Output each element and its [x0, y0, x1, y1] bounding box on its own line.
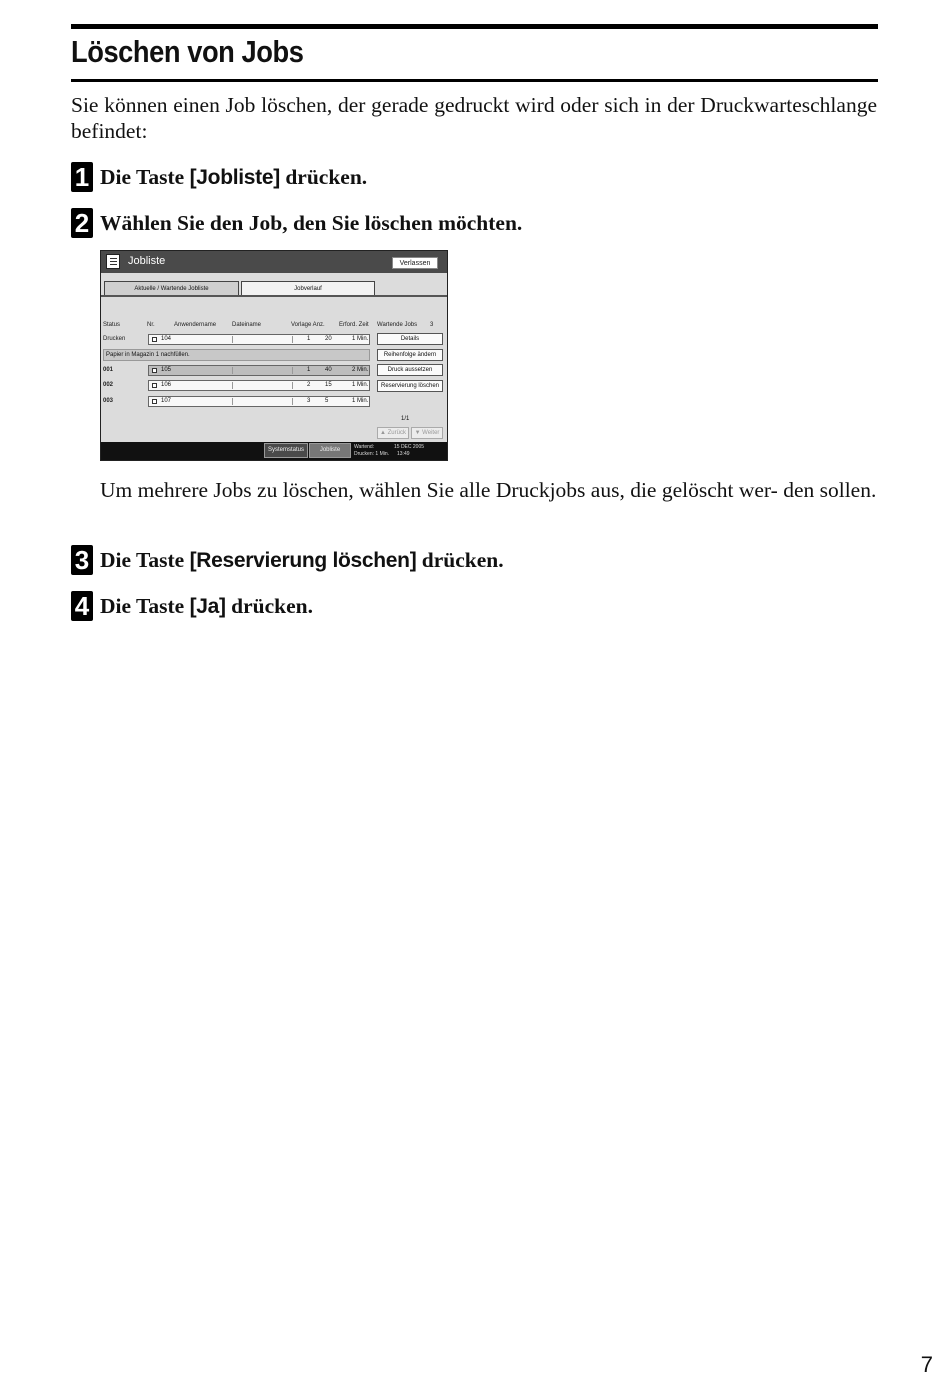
- col-nr: Nr.: [147, 322, 155, 328]
- job-time: 1 Min.: [352, 382, 369, 388]
- job-time: 2 Min.: [352, 367, 369, 373]
- job-pages: 20: [325, 336, 332, 342]
- intro-paragraph: Sie können einen Job löschen, der gerade gedruckt wird oder sich in der Druckwarteschlange befindet:: [71, 93, 877, 143]
- job-copies: 2: [307, 382, 311, 388]
- tab-current-jobs[interactable]: Aktuelle / Wartende Jobliste: [104, 281, 239, 295]
- job-copies: 3: [307, 398, 311, 404]
- job-pages: 15: [325, 382, 332, 388]
- tab-job-history[interactable]: Jobverlauf: [241, 281, 375, 295]
- job-pages: 5: [325, 398, 329, 404]
- system-status-button[interactable]: Systemstatus: [264, 443, 308, 458]
- footer-info-waiting: Wartend:: [354, 444, 375, 450]
- cell-divider: [292, 398, 293, 405]
- key-label: [Ja]: [189, 594, 226, 618]
- job-copies: 1: [307, 336, 311, 342]
- page-indicator: 1/1: [401, 416, 410, 422]
- exit-button[interactable]: Verlassen: [392, 257, 438, 269]
- details-button[interactable]: Details: [377, 333, 443, 345]
- job-check-icon: [152, 337, 157, 342]
- screen-footer: [101, 442, 447, 460]
- step-number: 3: [71, 545, 93, 575]
- step-number: 2: [71, 208, 93, 238]
- job-check-icon: [152, 368, 157, 373]
- job-copies: 1: [307, 367, 311, 373]
- step-number: 1: [71, 162, 93, 192]
- step-text-before: Die Taste: [100, 164, 190, 189]
- key-label: [Reservierung löschen]: [189, 548, 417, 572]
- tab-divider: [101, 295, 447, 297]
- step-text-before: Die Taste: [100, 593, 190, 618]
- step-text-after: drücken.: [225, 593, 313, 618]
- col-status: Status: [103, 322, 121, 328]
- table-row[interactable]: [148, 380, 370, 391]
- cell-divider: [232, 382, 233, 389]
- screen-title: Jobliste: [128, 255, 166, 267]
- table-row[interactable]: [148, 365, 370, 376]
- key-label: [Jobliste]: [189, 165, 280, 189]
- page-title: Löschen von Jobs: [71, 34, 304, 69]
- multi-job-note: Um mehrere Jobs zu löschen, wählen Sie alle Druckjobs aus, die gelöscht wer- den sollen.: [100, 478, 877, 502]
- col-waiting: Wartende Jobs: [377, 322, 418, 328]
- cell-divider: [292, 336, 293, 343]
- cell-divider: [232, 367, 233, 374]
- title-rule: [71, 79, 878, 82]
- step-text-after: drücken.: [279, 164, 368, 189]
- step-text-after: drücken.: [416, 547, 504, 572]
- footer-info-print: Drucken: 1 Min.: [354, 451, 390, 457]
- col-pages: Vorlage Anz.: [291, 322, 325, 328]
- step-text: Wählen Sie den Job, den Sie löschen möchten.: [100, 210, 523, 235]
- cell-divider: [292, 382, 293, 389]
- next-button[interactable]: ▼ Weiter: [411, 427, 443, 439]
- job-list-screenshot: [100, 250, 448, 461]
- paper-notice: Papier in Magazin 1 nachfüllen.: [103, 349, 370, 361]
- cell-divider: [232, 398, 233, 405]
- prev-button[interactable]: ▲ Zurück: [377, 427, 409, 439]
- col-user: Anwendername: [174, 322, 217, 328]
- job-time: 1 Min.: [352, 336, 369, 342]
- waiting-count: 3: [430, 322, 434, 328]
- footer-clock: 13:49: [397, 451, 410, 457]
- step-4: [71, 590, 313, 622]
- col-time: Erford. Zeit: [339, 322, 369, 328]
- change-order-button[interactable]: Reihenfolge ändern: [377, 349, 443, 361]
- page-number: 7: [920, 1352, 933, 1377]
- step-text-before: Die Taste: [100, 547, 190, 572]
- top-rule: [71, 24, 878, 29]
- step-number: 4: [71, 591, 93, 621]
- step-3: [71, 544, 504, 576]
- step-text: [100, 548, 504, 573]
- screen-title-bar: [101, 251, 447, 273]
- current-status: Drucken: [103, 336, 126, 342]
- cell-divider: [232, 336, 233, 343]
- job-pages: 40: [325, 367, 332, 373]
- suspend-print-button[interactable]: Druck aussetzen: [377, 364, 443, 376]
- step-text: [100, 594, 313, 619]
- delete-reservation-button[interactable]: Reservierung löschen: [377, 380, 443, 392]
- table-row[interactable]: [148, 396, 370, 407]
- col-file: Dateiname: [232, 322, 262, 328]
- job-status: 001: [103, 367, 114, 373]
- footer-date: 15 DEC 2005: [394, 444, 425, 450]
- step-1: [71, 161, 367, 193]
- job-list-icon: [106, 254, 120, 269]
- step-2: [71, 207, 522, 239]
- job-time: 1 Min.: [352, 398, 369, 404]
- job-nr: 107: [161, 398, 172, 404]
- table-row[interactable]: [148, 334, 370, 345]
- cell-divider: [292, 367, 293, 374]
- step-text: [100, 165, 367, 190]
- job-nr: 104: [161, 336, 172, 342]
- job-status: 003: [103, 398, 114, 404]
- job-status: 002: [103, 382, 114, 388]
- job-nr: 105: [161, 367, 172, 373]
- job-list-button[interactable]: Jobliste: [309, 443, 351, 458]
- job-nr: 106: [161, 382, 172, 388]
- job-check-icon: [152, 399, 157, 404]
- job-check-icon: [152, 383, 157, 388]
